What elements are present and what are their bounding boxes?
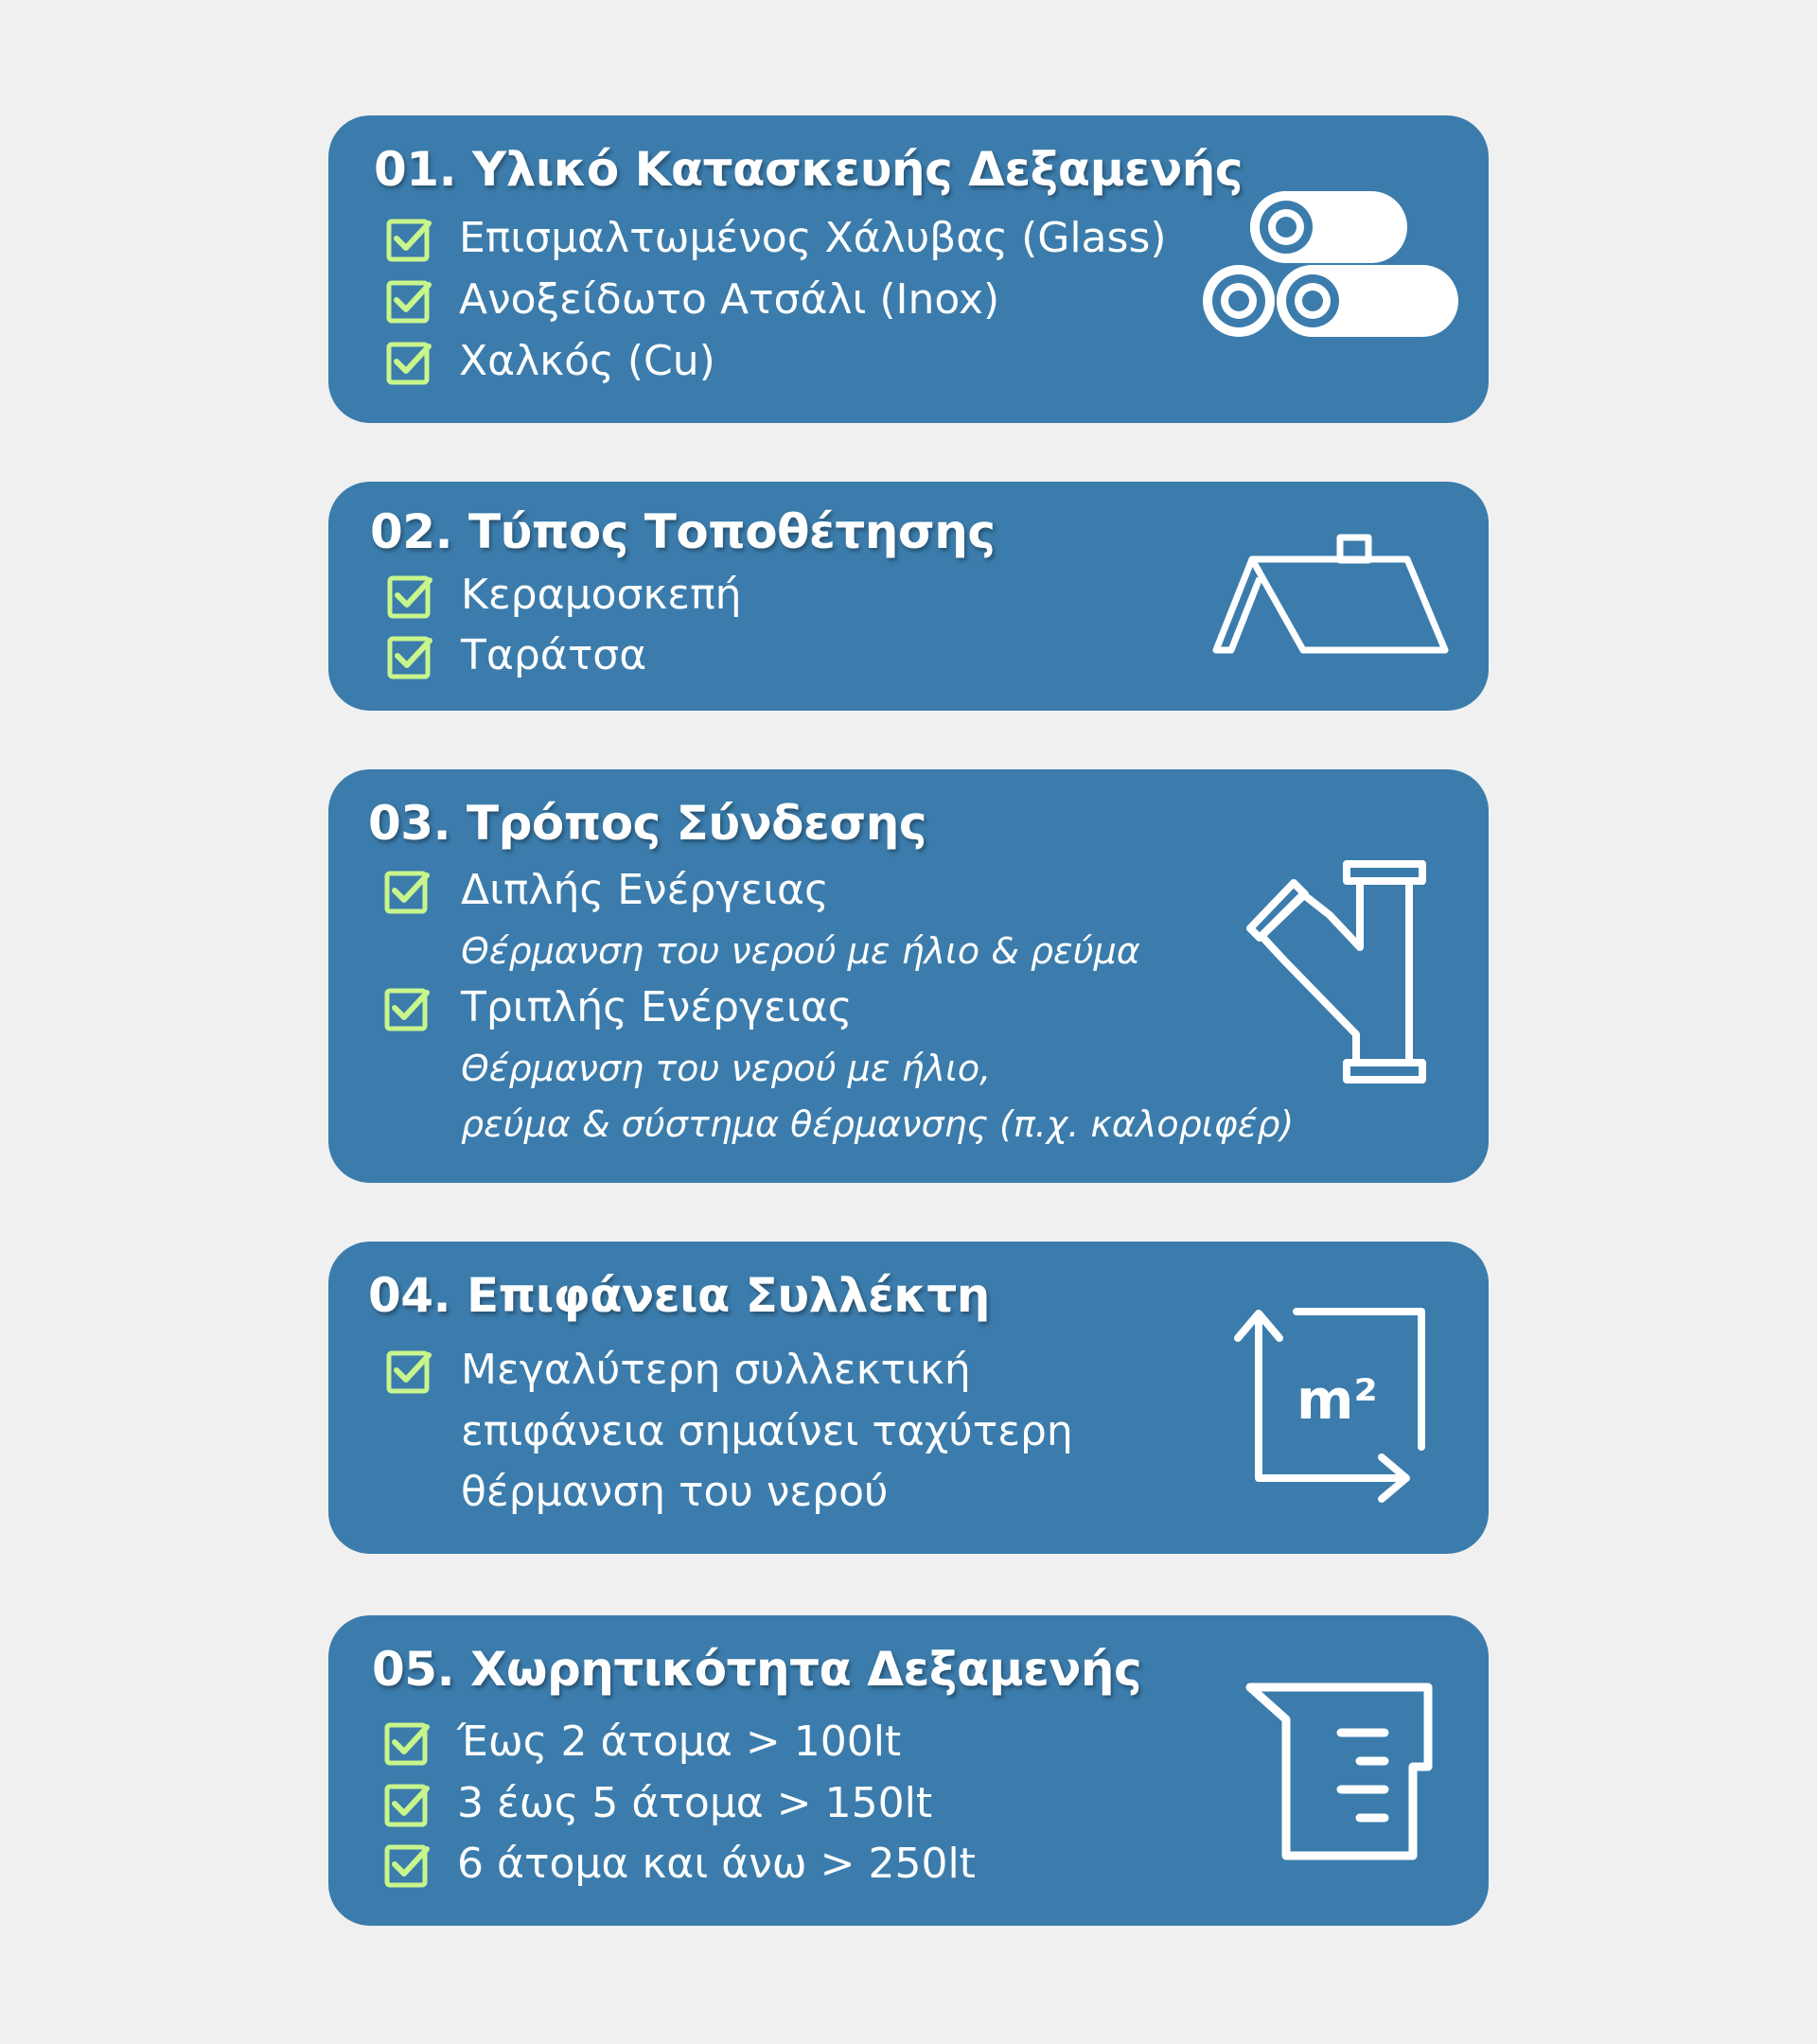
checkbox-checked-icon (383, 985, 431, 1032)
list-item: 3 έως 5 άτομα > 150lt (457, 1779, 933, 1827)
section-card-collector-area (328, 1242, 1489, 1554)
list-item: Επισμαλτωμένος Χάλυβας (Glass) (459, 214, 1167, 262)
measuring-cup-icon (1243, 1680, 1451, 1869)
checkbox-checked-icon (383, 1781, 431, 1828)
checkbox-checked-icon (383, 1719, 431, 1767)
list-item: 6 άτομα και άνω > 250lt (457, 1840, 976, 1888)
checkbox-checked-icon (385, 339, 432, 386)
section-title: 03. Τρόπος Σύνδεσης (368, 796, 927, 851)
list-item-continuation: επιφάνεια σημαίνει ταχύτερη (461, 1407, 1073, 1455)
list-item: Τριπλής Ενέργειας (461, 983, 853, 1031)
item-description: ρεύμα & σύστημα θέρμανσης (π.χ. καλοριφέρ) (461, 1103, 1295, 1145)
area-unit-label: m² (1297, 1367, 1378, 1432)
list-item: Διπλής Ενέργειας (461, 866, 829, 914)
list-item: Έως 2 άτομα > 100lt (457, 1718, 902, 1766)
checkbox-checked-icon (383, 868, 431, 915)
checkbox-checked-icon (385, 216, 432, 263)
section-title: 04. Επιφάνεια Συλλέκτη (368, 1268, 990, 1323)
section-title: 01. Υλικό Κατασκευής Δεξαμενής (374, 142, 1243, 197)
list-item: Μεγαλύτερη συλλεκτική (461, 1346, 971, 1394)
section-title: 05. Χωρητικότητα Δεξαμενής (372, 1642, 1142, 1697)
section-card-material (328, 115, 1489, 423)
list-item: Ταράτσα (461, 631, 647, 679)
area-m2-icon (1232, 1300, 1440, 1508)
checkbox-checked-icon (386, 573, 433, 620)
checkbox-checked-icon (386, 633, 433, 680)
checkbox-checked-icon (385, 1348, 432, 1395)
roof-icon (1208, 533, 1464, 665)
section-card-installation (328, 482, 1489, 711)
checkbox-checked-icon (385, 277, 432, 325)
list-item: Κεραμοσκεπή (461, 571, 742, 619)
section-title: 02. Τύπος Τοποθέτησης (370, 504, 996, 559)
pipes-icon (1199, 191, 1464, 343)
pipe-fitting-icon (1246, 856, 1464, 1093)
item-description: Θέρμανση του νερού με ήλιο, (461, 1048, 992, 1089)
list-item-continuation: θέρμανση του νερού (461, 1468, 889, 1516)
section-card-connection (328, 769, 1489, 1183)
checkbox-checked-icon (383, 1841, 431, 1889)
list-item: Ανοξείδωτο Ατσάλι (Inox) (459, 275, 1000, 324)
item-description: Θέρμανση του νερού με ήλιο & ρεύμα (461, 930, 1140, 972)
list-item: Χαλκός (Cu) (459, 337, 715, 385)
section-card-capacity (328, 1615, 1489, 1926)
